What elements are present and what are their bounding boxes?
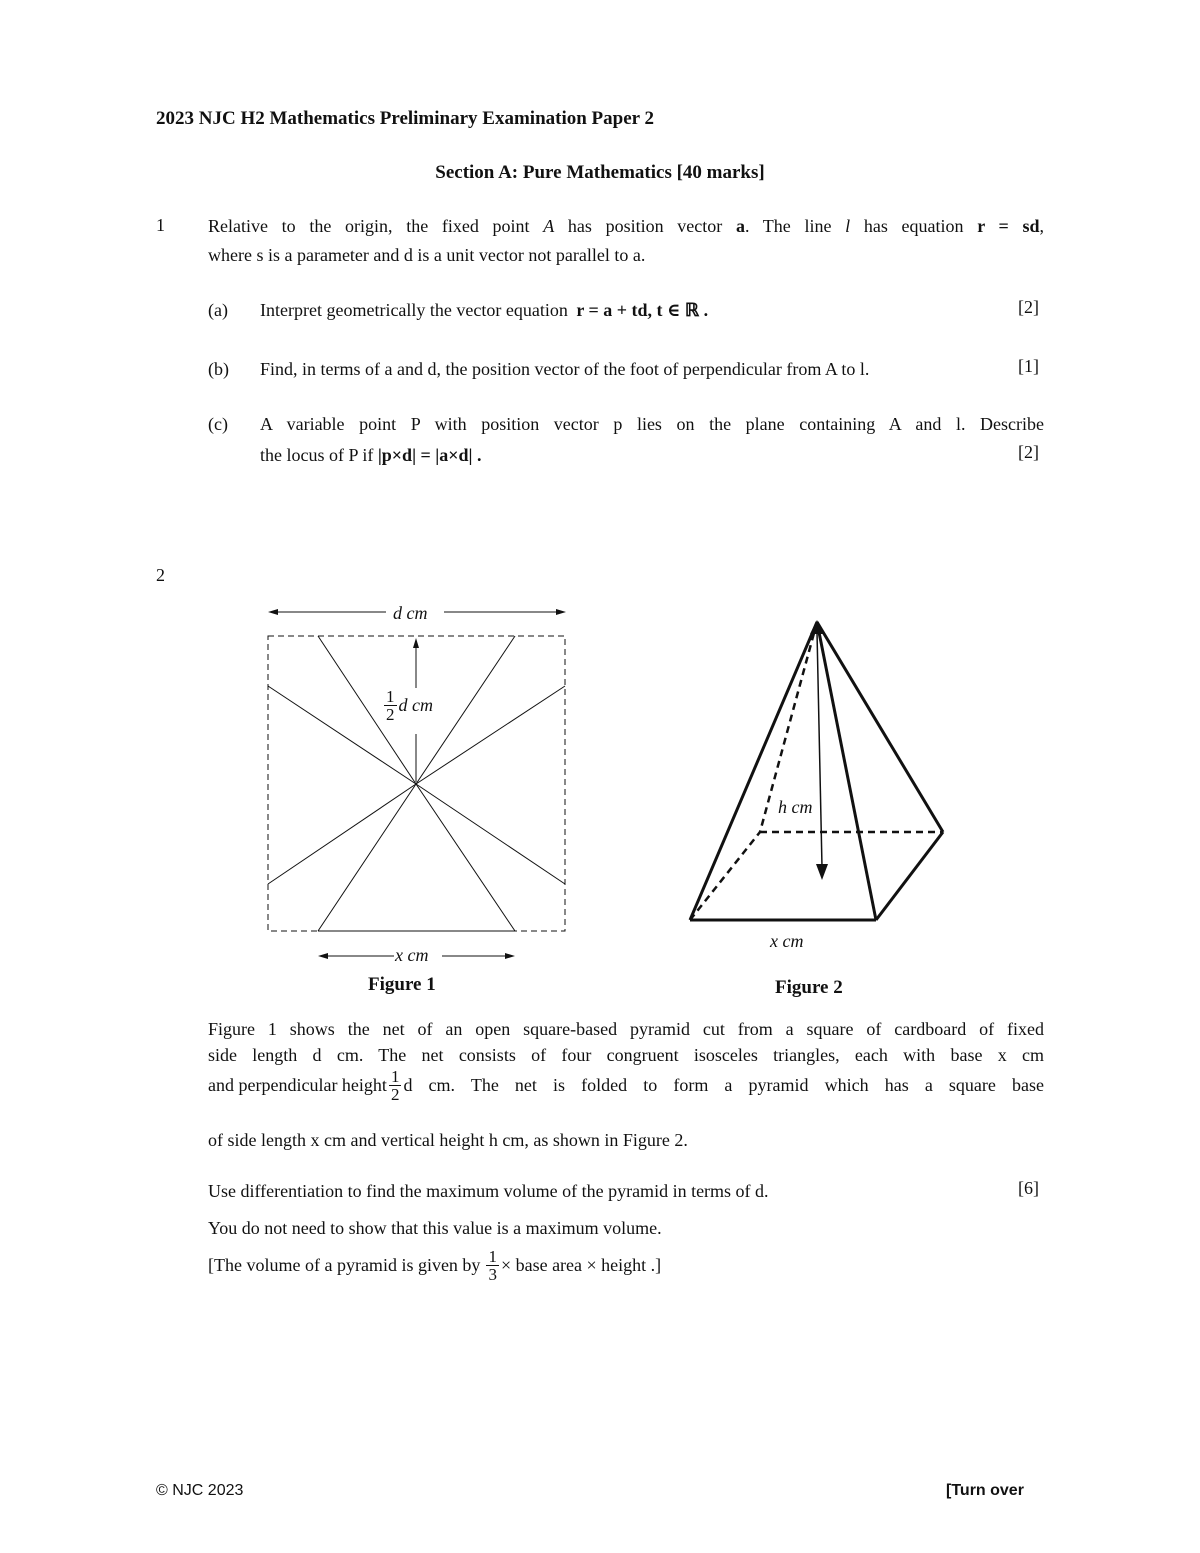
point-a: A [543, 216, 555, 236]
q1a-prompt: Interpret geometrically the vector equation [260, 300, 568, 320]
fig2-height-label [776, 794, 815, 821]
figure-1-net [258, 596, 578, 976]
q2-para2-line3 [208, 1248, 661, 1283]
q1b-text: Find, in terms of a and d, the position vector of the foot of perpendicular from A to l. [260, 359, 870, 379]
q2-text: and perpendicular height [208, 1075, 387, 1095]
q1b-label: (b) [208, 359, 229, 379]
arrow-head [268, 609, 278, 615]
q2-para1-line2: side length d cm. The net consists of four congruent isosceles triangles, each with base x cm [208, 1045, 1044, 1065]
arrow-head [318, 953, 328, 959]
fraction-denominator: 2 [386, 705, 395, 724]
q2-text: [The volume of a pyramid is given by [208, 1255, 481, 1275]
q1c-marks: [2] [1018, 442, 1039, 462]
question-number-1: 1 [156, 215, 165, 235]
q1c-prompt: the locus of P if [260, 445, 374, 465]
q1c-condition: |p×d| = |a×d| . [377, 445, 482, 465]
q2-marks: [6] [1018, 1178, 1039, 1198]
arrow-head [816, 864, 828, 880]
q1b-marks: [1] [1018, 356, 1039, 376]
q2-text: × base area × height .] [500, 1255, 662, 1275]
q1-stem-text: Relative to the origin, the fixed point [208, 216, 544, 236]
fraction-numerator: 1 [488, 1247, 497, 1266]
vector-a: a [735, 216, 745, 236]
half-fraction [384, 688, 397, 723]
footer-turn-over: [Turn over [946, 1482, 1024, 1499]
q1-stem-line2: where s is a parameter and d is a unit vector not parallel to a. [208, 245, 646, 265]
q2-para1-line1: Figure 1 shows the net of an open square-based pyramid cut from a square of cardboard of fixed [208, 1019, 1044, 1039]
arrow-head [556, 609, 566, 615]
q1-stem-text: has position vector [554, 216, 736, 236]
arrow-head [413, 638, 419, 648]
fig1-top-label [393, 600, 428, 627]
half-fraction [389, 1068, 402, 1103]
q1-stem-text: , [1039, 216, 1044, 236]
q1-stem-text: has equation [850, 216, 978, 236]
footer-copyright: © NJC 2023 [156, 1482, 244, 1499]
q1a-label: (a) [208, 300, 228, 320]
paper-title: 2023 NJC H2 Mathematics Preliminary Examination Paper 2 [156, 108, 654, 129]
line-l: l [845, 216, 851, 236]
question-number-2: 2 [156, 565, 165, 585]
figure-2-caption: Figure 2 [775, 977, 843, 998]
q1a-equation: r = a + td, t ∈ ℝ . [576, 300, 709, 320]
q2-para2-line1: Use differentiation to find the maximum volume of the pyramid in terms of d. [208, 1181, 769, 1201]
fraction-denominator: 2 [390, 1085, 400, 1104]
q1-stem-text: . The line [744, 216, 846, 236]
q1c-line2 [260, 442, 482, 469]
q2-para2-line2: You do not need to show that this value is a maximum volume. [208, 1218, 662, 1238]
fig2-base-label [770, 928, 803, 955]
half-d-label: d cm [398, 695, 433, 715]
fraction-numerator: 1 [386, 687, 395, 706]
q2-text: d cm. The net is folded to form a pyramid which has a square base [403, 1075, 1044, 1095]
fig1-d-label: d cm [393, 603, 428, 623]
q1c-line1: A variable point P with position vector p lies on the plane containing A and l. Describe [260, 414, 1044, 434]
height-arrow [817, 632, 822, 867]
q2-para1-line4: of side length x cm and vertical height h cm, as shown in Figure 2. [208, 1130, 688, 1150]
apex-mark [810, 620, 824, 634]
q1a-text [260, 297, 708, 324]
fraction-denominator: 3 [488, 1265, 497, 1284]
line-equation: r = sd [977, 216, 1040, 236]
fraction-numerator: 1 [390, 1067, 400, 1086]
q1c-label: (c) [208, 414, 228, 434]
q1-stem-line1 [208, 213, 1044, 240]
figure-1-caption: Figure 1 [368, 974, 436, 995]
pyramid-edges [690, 622, 943, 920]
third-fraction [486, 1248, 499, 1283]
arrow-head [505, 953, 515, 959]
fig1-bottom-label [395, 942, 428, 969]
section-heading: Section A: Pure Mathematics [40 marks] [435, 162, 765, 183]
q1a-marks: [2] [1018, 297, 1039, 317]
fig1-half-label [382, 688, 433, 723]
fig1-x-label: x cm [395, 945, 429, 965]
fig2-x-label: x cm [770, 931, 804, 951]
q2-para1-line3 [208, 1068, 1044, 1103]
fig2-h-label: h cm [778, 797, 813, 817]
figure-2-pyramid [680, 612, 960, 932]
